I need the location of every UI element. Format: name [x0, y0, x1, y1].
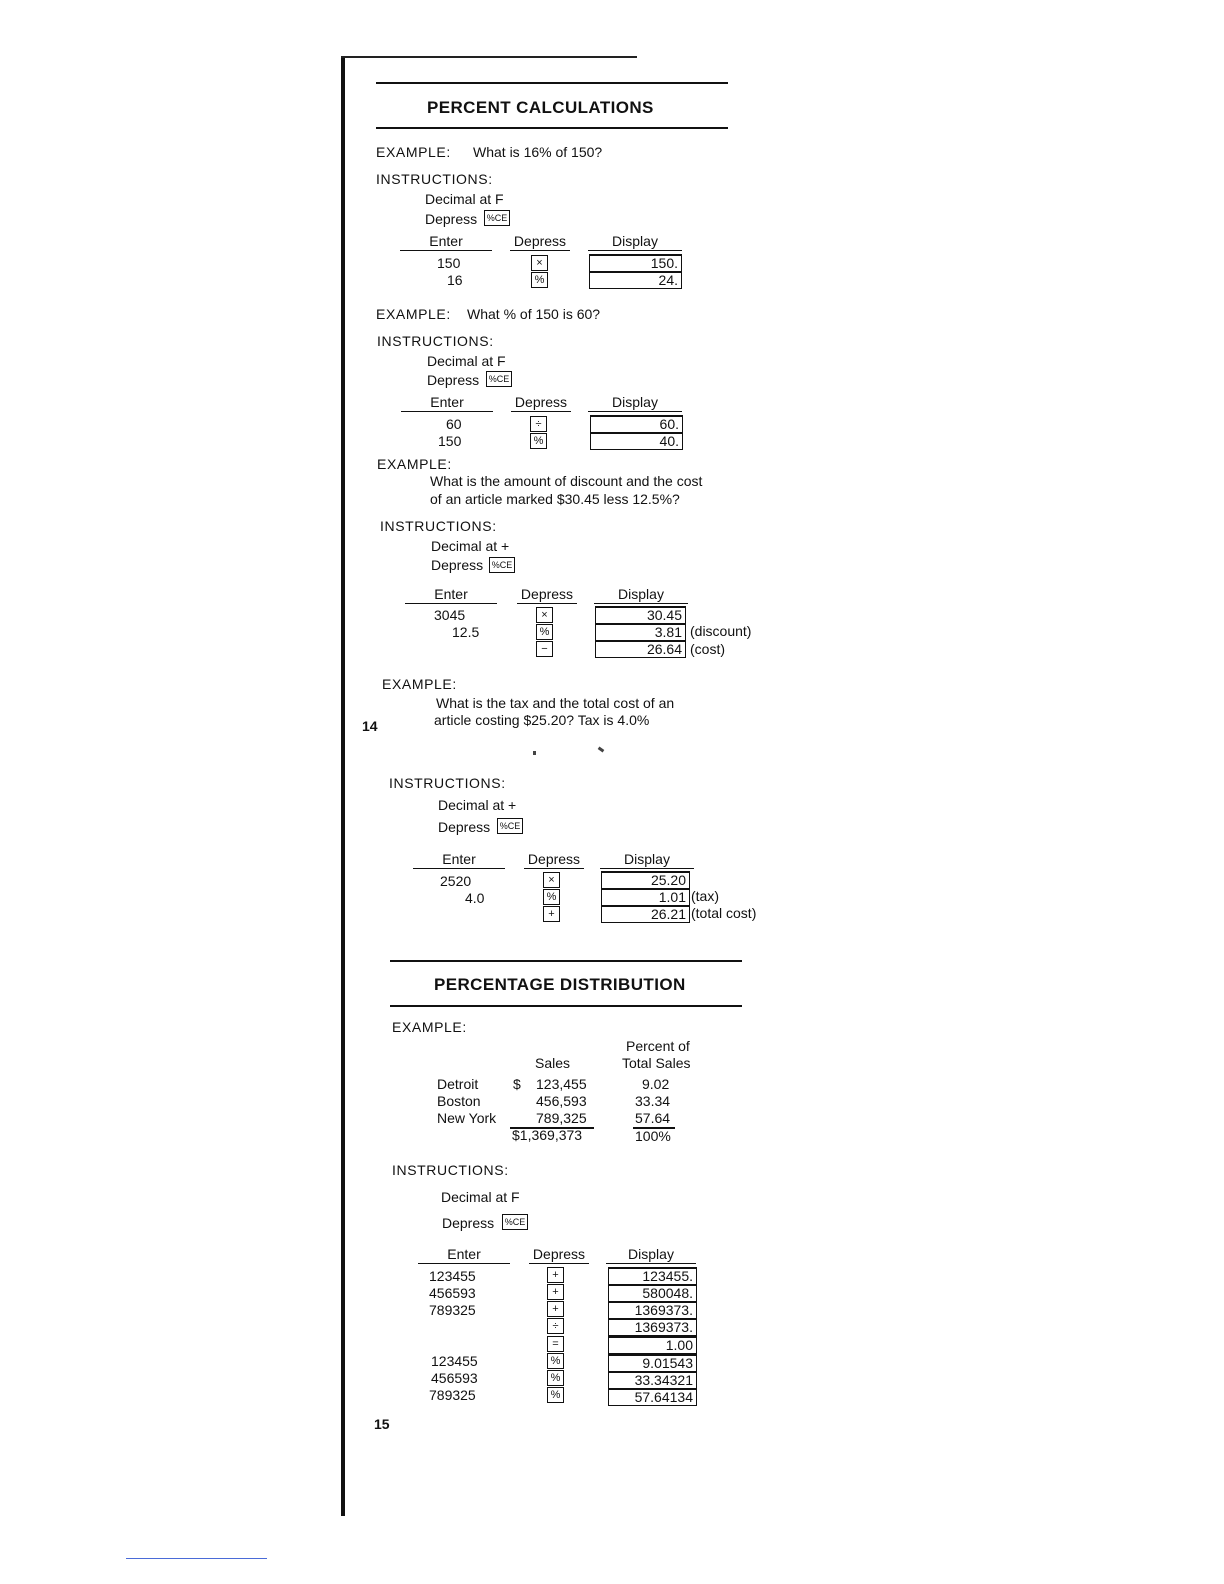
- percent-header-line1: Percent of: [626, 1038, 690, 1054]
- depress-word: Depress: [425, 211, 478, 227]
- display-note: (cost): [690, 641, 725, 657]
- enter-value: 456593: [431, 1370, 478, 1386]
- percent-value: 33.34: [635, 1093, 671, 1109]
- depress-header: Depress: [529, 1246, 589, 1264]
- section-title-percent-calculations: PERCENT CALCULATIONS: [427, 98, 654, 117]
- display-readout: 60.: [590, 415, 683, 433]
- decimal-setting: Decimal at +: [431, 538, 510, 554]
- depress-header: Depress: [524, 851, 584, 869]
- plus-key-icon: +: [543, 906, 560, 922]
- currency-symbol: $: [513, 1076, 521, 1092]
- display-header: Display: [588, 394, 682, 412]
- example-question-line1: What is the tax and the total cost of an: [436, 695, 675, 711]
- sales-header: Sales: [535, 1055, 571, 1071]
- percent-key-icon: %: [547, 1353, 564, 1369]
- decimal-setting: Decimal at F: [427, 353, 506, 369]
- equals-key-icon: =: [547, 1336, 564, 1352]
- multiply-key-icon: ×: [531, 255, 548, 271]
- example-question: What is 16% of 150?: [473, 144, 603, 160]
- percent-ce-key-icon: %CE: [497, 818, 523, 834]
- divide-key-icon: ÷: [547, 1318, 564, 1334]
- decimal-setting: Decimal at +: [438, 797, 517, 813]
- enter-header: Enter: [418, 1246, 510, 1264]
- page-number-15: 15: [374, 1416, 390, 1432]
- scan-top-edge: [341, 56, 637, 58]
- enter-value: 2520: [440, 873, 472, 889]
- enter-value: 123455: [429, 1268, 476, 1284]
- display-note: (discount): [690, 623, 752, 639]
- instructions-label: INSTRUCTIONS:: [377, 333, 494, 349]
- enter-value: 150: [438, 433, 462, 449]
- plus-key-icon: +: [547, 1301, 564, 1317]
- display-readout: 57.64134: [608, 1388, 697, 1406]
- city-name: Boston: [437, 1093, 481, 1109]
- example-label: EXAMPLE:: [376, 144, 451, 160]
- enter-value: 789325: [429, 1302, 476, 1318]
- scan-speck: [598, 747, 605, 753]
- section-rule: [376, 127, 728, 129]
- enter-value: 4.0: [465, 890, 485, 906]
- percent-ce-key-icon: %CE: [484, 210, 510, 226]
- enter-value: 3045: [434, 607, 466, 623]
- percent-key-icon: %: [531, 272, 548, 288]
- depress-word: Depress: [431, 557, 484, 573]
- multiply-key-icon: ×: [543, 872, 560, 888]
- percent-value: 9.02: [642, 1076, 670, 1092]
- depress-word: Depress: [442, 1215, 495, 1231]
- example-label: EXAMPLE:: [377, 456, 452, 472]
- multiply-key-icon: ×: [536, 607, 553, 623]
- divide-key-icon: ÷: [530, 416, 547, 432]
- depress-header: Depress: [510, 233, 570, 251]
- city-name: Detroit: [437, 1076, 479, 1092]
- instructions-label: INSTRUCTIONS:: [380, 518, 497, 534]
- display-header: Display: [594, 586, 688, 604]
- display-readout: 30.45: [595, 606, 686, 624]
- display-readout: 580048.: [608, 1284, 697, 1302]
- enter-value: 123455: [431, 1353, 478, 1369]
- display-header: Display: [588, 233, 682, 251]
- enter-value: 60: [446, 416, 462, 432]
- enter-header: Enter: [405, 586, 497, 604]
- percent-value: 57.64: [635, 1110, 671, 1126]
- display-readout: 1.00: [608, 1336, 697, 1354]
- enter-header: Enter: [401, 394, 493, 412]
- display-readout: 40.: [590, 432, 683, 450]
- display-readout: 123455.: [608, 1267, 697, 1285]
- enter-value: 12.5: [452, 624, 480, 640]
- display-header: Display: [600, 851, 694, 869]
- percent-header-line2: Total Sales: [622, 1055, 691, 1071]
- example-question: What % of 150 is 60?: [467, 306, 601, 322]
- decimal-setting: Decimal at F: [441, 1189, 520, 1205]
- example-question-line1: What is the amount of discount and the cost: [430, 473, 703, 489]
- plus-key-icon: +: [547, 1267, 564, 1283]
- display-readout: 33.34321: [608, 1371, 697, 1389]
- enter-header: Enter: [413, 851, 505, 869]
- percent-ce-key-icon: %CE: [489, 557, 515, 573]
- percent-key-icon: %: [530, 433, 547, 449]
- display-note: (tax): [691, 888, 719, 904]
- sales-value: 789,325: [536, 1110, 587, 1126]
- scan-edge: [341, 58, 345, 1516]
- depress-word: Depress: [427, 372, 480, 388]
- instructions-label: INSTRUCTIONS:: [376, 171, 493, 187]
- display-readout: 9.01543: [608, 1354, 697, 1372]
- enter-value: 150: [437, 255, 461, 271]
- depress-word: Depress: [438, 819, 491, 835]
- section-title-percentage-distribution: PERCENTAGE DISTRIBUTION: [434, 975, 686, 994]
- display-readout: 26.21: [601, 905, 690, 923]
- example-question-line2: article costing $25.20? Tax is 4.0%: [434, 712, 650, 728]
- display-readout: 150.: [589, 254, 682, 272]
- total-percent: 100%: [635, 1128, 671, 1144]
- decimal-setting: Decimal at F: [425, 191, 504, 207]
- percent-key-icon: %: [547, 1387, 564, 1403]
- instructions-label: INSTRUCTIONS:: [389, 775, 506, 791]
- percent-ce-key-icon: %CE: [486, 371, 512, 387]
- display-note: (total cost): [691, 905, 757, 921]
- plus-key-icon: +: [547, 1284, 564, 1300]
- display-readout: 26.64: [595, 640, 686, 658]
- display-readout: 1.01: [601, 888, 690, 906]
- page-number-14: 14: [362, 718, 378, 734]
- sales-value: 123,455: [536, 1076, 587, 1092]
- sales-value: 456,593: [536, 1093, 587, 1109]
- percent-key-icon: %: [547, 1370, 564, 1386]
- city-name: New York: [437, 1110, 497, 1126]
- enter-value: 456593: [429, 1285, 476, 1301]
- display-readout: 1369373.: [608, 1318, 697, 1336]
- percent-key-icon: %: [543, 889, 560, 905]
- enter-header: Enter: [400, 233, 492, 251]
- example-question-line2: of an article marked $30.45 less 12.5%?: [430, 491, 680, 507]
- display-readout: 3.81: [595, 623, 686, 641]
- total-sales: $1,369,373: [512, 1127, 583, 1143]
- depress-header: Depress: [511, 394, 571, 412]
- instructions-label: INSTRUCTIONS:: [392, 1162, 509, 1178]
- display-header: Display: [606, 1246, 696, 1264]
- enter-value: 16: [447, 272, 463, 288]
- example-label: EXAMPLE:: [376, 306, 451, 322]
- scan-speck: [533, 751, 536, 755]
- blue-underline: [126, 1558, 267, 1559]
- section-rule: [390, 1005, 742, 1007]
- minus-key-icon: −: [536, 641, 553, 657]
- section-rule: [376, 82, 728, 84]
- display-readout: 1369373.: [608, 1301, 697, 1319]
- percent-key-icon: %: [536, 624, 553, 640]
- example-label: EXAMPLE:: [392, 1019, 467, 1035]
- display-readout: 24.: [589, 271, 682, 289]
- percent-ce-key-icon: %CE: [502, 1214, 528, 1230]
- section-rule: [390, 960, 742, 962]
- depress-header: Depress: [517, 586, 577, 604]
- example-label: EXAMPLE:: [382, 676, 457, 692]
- enter-value: 789325: [429, 1387, 476, 1403]
- display-readout: 25.20: [601, 871, 690, 889]
